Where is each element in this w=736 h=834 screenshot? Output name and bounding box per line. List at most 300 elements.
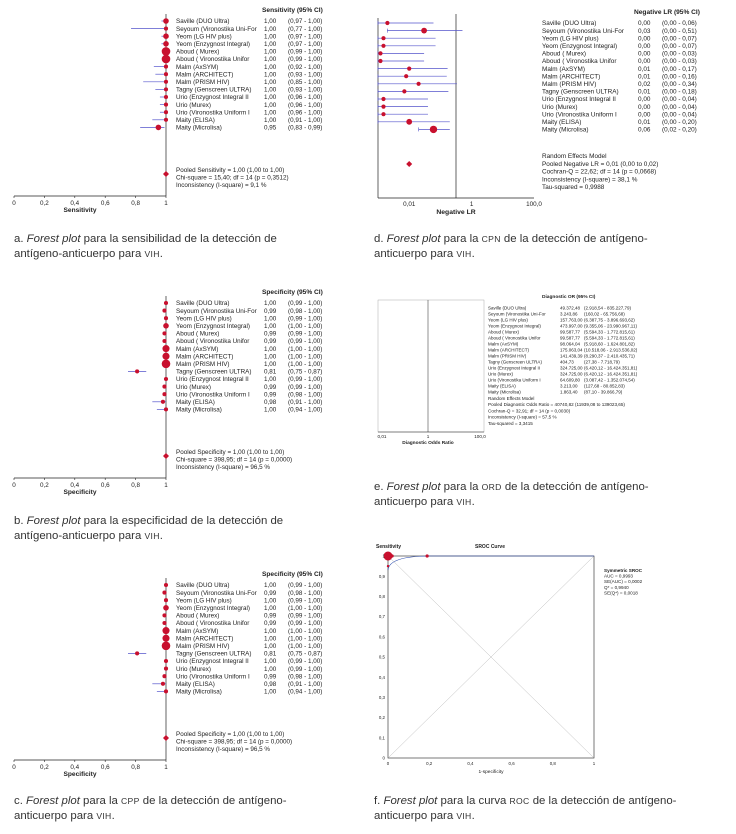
estimate-value: 1,00	[264, 300, 277, 308]
x-tick-label: 0	[12, 200, 16, 207]
study-point	[162, 621, 166, 625]
header-label: Negative LR (95% CI)	[634, 9, 700, 16]
summary-line: Random Effects Model	[542, 153, 607, 160]
header-label: Sensitivity (95% CI)	[262, 7, 323, 14]
study-label: Yeom (Enzygnost Integral)	[542, 43, 618, 50]
ci-value: (27,38 - 7.718,79)	[584, 359, 620, 365]
study-label: Saville (DUO Ultra)	[176, 18, 230, 26]
x-tick-label: 100,0	[474, 434, 486, 439]
estimate-value: 0,03	[638, 27, 651, 35]
study-label: Malm (PRISM HIV)	[488, 353, 527, 359]
study-point	[164, 80, 168, 84]
study-label: Seyoum (Vironostika Uni-For	[176, 589, 257, 597]
ci-value: (0,99 - 1,00)	[288, 612, 323, 620]
study-point	[135, 651, 139, 655]
ci-value: (1,00 - 1,00)	[288, 605, 323, 612]
x-tick-label: 0	[386, 761, 390, 766]
study-label: Urio (Enzygnost Integral II	[176, 94, 249, 102]
estimate-value: 1,00	[264, 643, 277, 650]
estimate-value: 1,00	[264, 376, 277, 384]
study-point	[426, 554, 429, 557]
chart-title: SROC Curve	[474, 544, 506, 550]
x-tick-label: 0,8	[131, 482, 140, 489]
estimate-value: 0,02	[638, 81, 651, 88]
study-label: Yeom (LG HIV plus)	[176, 315, 232, 323]
study-point	[164, 316, 168, 320]
study-point	[421, 28, 427, 34]
estimate-value: 98.064,04	[560, 341, 581, 347]
study-point	[164, 377, 168, 381]
summary-line: Random Effects Model	[488, 396, 535, 401]
study-point	[381, 36, 385, 40]
estimate-value: 0,00	[638, 58, 651, 66]
ci-value: (0,99 - 1,00)	[288, 48, 323, 56]
y-tick-label: 1	[382, 553, 385, 559]
study-point	[406, 119, 412, 125]
x-axis-title: Specificity	[63, 489, 97, 496]
x-tick-label: 0	[12, 482, 16, 489]
caption-e: e. Forest plot para la ORD de la detección de antígeno- anticuerpo para VIH.	[374, 481, 649, 508]
study-label: Aboud ( Murex)	[176, 48, 220, 56]
ci-value: (1,00 - 1,00)	[288, 323, 323, 330]
ci-value: (0,99 - 1,00)	[288, 338, 323, 346]
estimate-value: 1,00	[264, 635, 277, 643]
study-label: Aboud ( Murex)	[176, 612, 220, 620]
ci-value: (5.594,33 - 1.772.815,61)	[584, 329, 635, 335]
study-label: Urio (Murex)	[488, 371, 514, 377]
legend-line: Symmetric SROC	[604, 568, 643, 573]
estimate-value: 0,00	[638, 50, 651, 58]
summary-line: Pooled Specificity = 1,00 (1,00 to 1,00)	[176, 731, 285, 738]
study-point	[162, 331, 166, 335]
study-point	[164, 659, 168, 663]
pooled-diamond	[163, 171, 169, 177]
x-tick-label: 1	[164, 764, 168, 771]
study-label: Urio (Vironostika Uniform I	[176, 109, 250, 117]
study-point	[385, 21, 389, 25]
y-tick-label: 0,8	[378, 594, 385, 599]
ci-value: (0,00 - 0,20)	[662, 119, 697, 126]
legend-line: AUC = 0,9993	[604, 573, 633, 579]
estimate-value: 1,00	[264, 117, 277, 124]
caption-a: a. Forest plot para la sensibilidad de la detección de antígeno-anticuerpo para VIH.	[14, 233, 277, 260]
study-label: Urio (Enzygnost Integral II	[176, 658, 249, 666]
estimate-value: 0,99	[264, 391, 277, 399]
ci-value: (1,00 - 1,00)	[288, 345, 323, 353]
sroc-curve	[372, 540, 736, 780]
study-label: Urio (Murex)	[176, 101, 211, 109]
estimate-value: 0,99	[264, 330, 277, 338]
estimate-value: 0,98	[264, 681, 277, 688]
study-point	[161, 682, 165, 686]
study-point	[162, 55, 171, 64]
estimate-value: 1,00	[264, 353, 277, 361]
study-point	[156, 125, 162, 131]
ci-value: (0,97 - 1,00)	[288, 41, 323, 48]
summary-line: Pooled Negative LR = 0,01 (0,00 to 0,02)	[542, 160, 659, 168]
study-label: Yeom (Enzygnost Integral)	[176, 323, 250, 330]
study-point	[164, 689, 168, 693]
ci-value: (0,00 - 0,16)	[662, 73, 697, 81]
study-point	[164, 103, 168, 107]
estimate-value: 99.587,77	[560, 329, 581, 335]
estimate-value: 1,00	[264, 79, 277, 86]
study-label: Aboud ( Vironostika Unifor	[176, 56, 250, 64]
y-axis-title: Sensitivity	[376, 544, 402, 550]
study-label: Malm (ARCHITECT)	[176, 635, 234, 643]
study-point	[162, 591, 166, 595]
estimate-value: 1,00	[264, 71, 277, 79]
ci-value: (0,93 - 1,00)	[288, 71, 323, 79]
ci-value: (2.918,54 - 835.227,79)	[584, 305, 632, 311]
x-axis-title: Specificity	[63, 771, 97, 778]
ci-value: (0,98 - 1,00)	[288, 391, 323, 399]
summary-line: Chi-square = 15,40; df = 14 (p = 0,3512)	[176, 174, 289, 182]
x-tick-label: 0,01	[403, 201, 416, 208]
ci-value: (0,00 - 0,18)	[662, 88, 697, 96]
x-tick-label: 0,6	[100, 764, 110, 771]
study-label: Aboud ( Vironostika Unifor	[176, 620, 250, 628]
x-tick-label: 0,2	[40, 200, 49, 207]
study-label: Maity (Microlisa)	[176, 124, 222, 132]
study-label: Saville (DUO Ultra)	[176, 300, 230, 308]
estimate-value: 0,99	[264, 612, 277, 620]
summary-line: Tau-squared = 0,9988	[542, 184, 605, 192]
study-label: Malm (ARCHITECT)	[176, 71, 234, 79]
study-label: Urio (Vironostika Uniform I	[542, 111, 617, 119]
ci-value: (0,93 - 1,00)	[288, 86, 323, 94]
estimate-value: 3.243,86	[560, 311, 578, 317]
forest-plot-diagnostic-or	[372, 282, 736, 472]
study-point	[162, 309, 166, 313]
study-point	[164, 583, 168, 587]
study-point	[404, 74, 408, 78]
estimate-value: 404,73	[560, 359, 574, 365]
ci-value: (6.420,12 - 16.424.351,81)	[584, 365, 638, 371]
study-point	[378, 51, 382, 55]
y-tick-label: 0,4	[378, 674, 385, 680]
study-point	[407, 67, 411, 71]
study-label: Maity (ELISA)	[542, 119, 582, 126]
estimate-value: 0,99	[264, 307, 277, 315]
ci-value: (0,97 - 1,00)	[288, 18, 323, 26]
x-tick-label: 0,4	[70, 200, 80, 207]
estimate-value: 0,01	[638, 119, 651, 126]
ci-value: (1,00 - 1,00)	[288, 627, 323, 635]
study-point	[163, 41, 169, 47]
study-label: Tagny (Genscreen ULTRA)	[176, 86, 252, 94]
estimate-value: 0,81	[264, 368, 277, 376]
study-label: Yeom (LG HIV plus)	[542, 35, 599, 43]
y-tick-label: 0	[382, 755, 385, 761]
ci-value: (0,92 - 1,00)	[288, 63, 323, 71]
x-axis-title: Diagnostic Odds Ratio	[402, 441, 454, 446]
header-label: Specificity (95% CI)	[262, 571, 323, 578]
study-label: Tagny (Genscreen ULTRA)	[542, 88, 619, 96]
ci-value: (0,00 - 0,07)	[662, 35, 697, 43]
estimate-value: 1,00	[264, 658, 277, 666]
legend-line: Q* = 0,9940	[604, 584, 629, 590]
study-point	[378, 59, 382, 63]
ci-value: (0,99 - 1,00)	[288, 658, 323, 666]
ci-value: (0,97 - 1,00)	[288, 33, 323, 41]
study-label: Maity (ELISA)	[488, 383, 516, 389]
ci-value: (6.420,12 - 16.424.351,81)	[584, 371, 638, 377]
x-tick-label: 1	[592, 761, 596, 766]
study-point	[416, 82, 420, 86]
ci-value: (0,98 - 1,00)	[288, 589, 323, 597]
estimate-value: 1.863,40	[560, 389, 578, 395]
ci-value: (0,98 - 1,00)	[288, 673, 323, 681]
study-label: Aboud ( Murex)	[176, 330, 220, 338]
ci-value: (0,99 - 1,00)	[288, 620, 323, 628]
ci-value: (0,99 - 1,00)	[288, 597, 323, 605]
estimate-value: 0,95	[264, 124, 277, 132]
ci-value: (5.594,33 - 1.772.815,61)	[584, 335, 635, 341]
ci-value: (87,10 - 39.866,79)	[584, 389, 623, 395]
study-point	[162, 360, 171, 369]
study-label: Yeom (LG HIV plus)	[176, 597, 232, 605]
estimate-value: 1,00	[264, 25, 277, 33]
estimate-value: 157.763,00	[560, 317, 583, 323]
estimate-value: 0,06	[638, 126, 651, 134]
study-label: Malm (AxSYM)	[176, 345, 219, 353]
x-tick-label: 0,8	[131, 764, 140, 771]
pooled-diamond	[406, 161, 412, 167]
summary-line: Pooled Sensitivity = 1,00 (1,00 to 1,00)	[176, 167, 285, 174]
ci-value: (127,68 - 80.852,83)	[584, 383, 625, 389]
sroc-line	[388, 556, 594, 570]
summary-line: Chi-square = 398,95; df = 14 (p = 0,0000)	[176, 456, 293, 464]
estimate-value: 1,00	[264, 688, 277, 696]
study-label: Malm (AxSYM)	[542, 65, 585, 73]
ci-value: (0,96 - 1,00)	[288, 94, 323, 102]
estimate-value: 1,00	[264, 41, 277, 48]
summary-line: Tau-squared = 3,3415	[488, 420, 533, 426]
estimate-value: 1,00	[264, 63, 277, 71]
study-point	[164, 110, 168, 114]
estimate-value: 1,00	[264, 18, 277, 26]
summary-line: Chi-square = 398,95; df = 14 (p = 0,0000)	[176, 738, 293, 746]
plot-frame	[378, 300, 484, 432]
x-tick-label: 0,6	[100, 200, 110, 207]
summary-line: Pooled Specificity = 1,00 (1,00 to 1,00)	[176, 449, 285, 456]
ci-value: (5.918,60 - 1.624.801,82)	[584, 341, 635, 347]
study-label: Urio (Enzygnost Integral II	[176, 376, 249, 384]
estimate-value: 1,00	[264, 48, 277, 56]
ci-value: (0,00 - 0,04)	[662, 111, 697, 119]
study-label: Malm (PRISM HIV)	[176, 361, 230, 368]
estimate-value: 1,00	[264, 665, 277, 673]
study-point	[135, 369, 139, 373]
x-tick-label: 0,2	[40, 764, 49, 771]
x-tick-label: 0,2	[426, 761, 433, 766]
ci-value: (0,83 - 0,99)	[288, 124, 323, 132]
summary-line: Cochran-Q = 32,91; df = 14 (p = 0,0030)	[488, 408, 571, 414]
panel-b	[0, 282, 360, 502]
y-tick-label: 0,7	[378, 614, 385, 620]
study-point	[164, 87, 168, 91]
estimate-value: 1,00	[264, 582, 277, 590]
pooled-diamond	[163, 453, 169, 459]
estimate-value: 1,00	[264, 33, 277, 41]
study-label: Maity (Microlisa)	[542, 126, 589, 134]
study-point	[163, 323, 169, 329]
estimate-value: 1,00	[264, 315, 277, 323]
study-point	[161, 400, 165, 404]
estimate-value: 49.372,48	[560, 305, 581, 311]
study-label: Malm (AxSYM)	[176, 63, 219, 71]
x-axis-title: Negative LR	[436, 209, 476, 216]
estimate-value: 1,00	[264, 406, 277, 414]
study-label: Yeom (LG HIV plus)	[176, 33, 232, 41]
estimate-value: 1,00	[264, 605, 277, 612]
ci-value: (0,02 - 0,20)	[662, 126, 697, 134]
study-label: Yeom (Enzygnost Integral)	[176, 41, 250, 48]
estimate-value: 0,00	[638, 35, 651, 43]
study-label: Urio (Enzygnost Integral II	[542, 96, 616, 104]
study-label: Malm (AxSYM)	[488, 341, 519, 347]
estimate-value: 0,00	[638, 43, 651, 50]
study-label: Malm (PRISM HIV)	[176, 79, 230, 86]
ci-value: (0,00 - 0,03)	[662, 50, 697, 58]
study-label: Yeom (LG HIV plus)	[488, 317, 528, 323]
estimate-value: 141.439,39	[560, 353, 583, 359]
study-label: Aboud ( Vironostika Unifor	[488, 335, 541, 341]
summary-line: Pooled Diagnostic Odds Ratio = 40740,82 (11939,08 to 139023,65)	[488, 402, 625, 408]
ci-value: (0,94 - 1,00)	[288, 688, 323, 696]
study-point	[162, 613, 166, 617]
study-point	[162, 674, 166, 678]
x-tick-label: 0,8	[549, 761, 556, 766]
study-label: Urio (Enzygnost Integral II	[488, 365, 541, 371]
estimate-value: 0,01	[638, 65, 651, 73]
estimate-value: 1,00	[264, 323, 277, 330]
study-point	[381, 44, 385, 48]
estimate-value: 1,00	[264, 361, 277, 368]
summary-line: Inconsistency (I-square) = 96,5 %	[176, 464, 270, 472]
forest-plot-cpp	[0, 564, 360, 784]
ci-value: (160,02 - 65.756,68)	[584, 311, 625, 317]
study-point	[162, 385, 166, 389]
estimate-value: 0,00	[638, 20, 651, 28]
ci-value: (0,99 - 1,00)	[288, 665, 323, 673]
forest-plot-specificity	[0, 282, 360, 502]
panel-f	[372, 540, 736, 780]
study-point	[162, 627, 169, 634]
study-label: Urio (Vironostika Uniform I	[176, 391, 250, 399]
study-point	[162, 47, 171, 56]
summary-line: Inconsistency (I-square) = 57,5 %	[488, 414, 557, 420]
study-label: Malm (ARCHITECT)	[488, 347, 529, 353]
study-point	[164, 118, 168, 122]
pooled-diamond	[163, 735, 169, 741]
study-point	[164, 72, 168, 76]
study-label: Aboud ( Murex)	[488, 329, 520, 335]
study-point	[164, 301, 168, 305]
summary-line: Inconsistency (I-square) = 9,1 %	[176, 182, 267, 190]
study-point	[163, 605, 169, 611]
ci-value: (0,99 - 1,00)	[288, 330, 323, 338]
estimate-value: 324.725,00	[560, 365, 583, 371]
ci-value: (0,00 - 0,17)	[662, 65, 697, 73]
estimate-value: 1,00	[264, 86, 277, 94]
ci-value: (1,00 - 1,00)	[288, 361, 323, 368]
caption-d: d. Forest plot para la CPN de la detección de antígeno- anticuerpo para VIH.	[374, 233, 648, 260]
x-tick-label: 1	[164, 200, 168, 207]
x-tick-label: 1	[164, 482, 168, 489]
panel-d	[372, 0, 736, 220]
legend-line: SE(AUC) = 0,0002	[604, 579, 643, 585]
ci-value: (0,99 - 1,00)	[288, 315, 323, 323]
ci-value: (0,75 - 0,87)	[288, 650, 323, 658]
panel-a	[0, 0, 360, 220]
study-point	[162, 339, 166, 343]
study-label: Malm (ARCHITECT)	[542, 73, 601, 81]
ci-value: (0,77 - 1,00)	[288, 25, 323, 33]
estimate-value: 64.609,80	[560, 377, 581, 383]
study-label: Seyoum (Vironostika Uni-For	[542, 27, 624, 35]
x-tick-label: 0,4	[70, 764, 80, 771]
study-label: Malm (ARCHITECT)	[176, 353, 234, 361]
estimate-value: 0,01	[638, 88, 651, 96]
estimate-value: 1,00	[264, 109, 277, 117]
x-tick-label: 0,01	[377, 434, 387, 439]
study-point	[389, 557, 391, 559]
ci-value: (0,00 - 0,04)	[662, 103, 697, 111]
study-point	[430, 126, 437, 133]
study-label: Urio (Murex)	[176, 665, 211, 673]
estimate-value: 1,00	[264, 345, 277, 353]
ci-value: (0,00 - 0,03)	[662, 58, 697, 66]
estimate-value: 0,99	[264, 338, 277, 346]
header-label: Diagnostic OR (95% CI)	[542, 295, 596, 300]
ci-value: (0,99 - 1,00)	[288, 56, 323, 64]
study-point	[402, 89, 406, 93]
ci-value: (0,91 - 1,00)	[288, 681, 323, 688]
study-point	[391, 554, 394, 557]
ci-value: (3.087,42 - 1.352.074,54)	[584, 377, 635, 383]
ci-value: (9.355,06 - 23.990.967,11)	[584, 323, 637, 329]
x-tick-label: 0,6	[508, 761, 515, 766]
caption-c: c. Forest plot para la CPP de la detección de antígeno- anticuerpo para VIH.	[14, 795, 287, 822]
ci-value: (0,91 - 1,00)	[288, 117, 323, 124]
summary-line: Inconsistency (I-square) = 96,5 %	[176, 746, 270, 754]
study-label: Seyoum (Vironostika Uni-For	[176, 25, 257, 33]
y-tick-label: 0,1	[378, 735, 385, 741]
study-point	[381, 105, 385, 109]
estimate-value: 0,99	[264, 383, 277, 391]
study-label: Maity (ELISA)	[176, 681, 215, 688]
ci-value: (0,00 - 0,34)	[662, 81, 697, 88]
estimate-value: 175.063,04	[560, 347, 583, 353]
forest-plot-sensitivity	[0, 0, 360, 220]
estimate-value: 0,01	[638, 73, 651, 81]
study-point	[162, 635, 169, 642]
study-point	[387, 565, 389, 567]
ci-value: (0,98 - 1,00)	[288, 307, 323, 315]
ci-value: (0,96 - 1,00)	[288, 109, 323, 117]
estimate-value: 473.997,00	[560, 323, 583, 329]
study-label: Saville (DUO Ultra)	[488, 305, 527, 311]
x-tick-label: 0,6	[100, 482, 110, 489]
x-tick-label: 0	[12, 764, 16, 771]
estimate-value: 1,00	[264, 56, 277, 64]
study-point	[381, 112, 385, 116]
study-point	[162, 353, 169, 360]
study-label: Malm (PRISM HIV)	[542, 81, 597, 88]
estimate-value: 1,00	[264, 597, 277, 605]
